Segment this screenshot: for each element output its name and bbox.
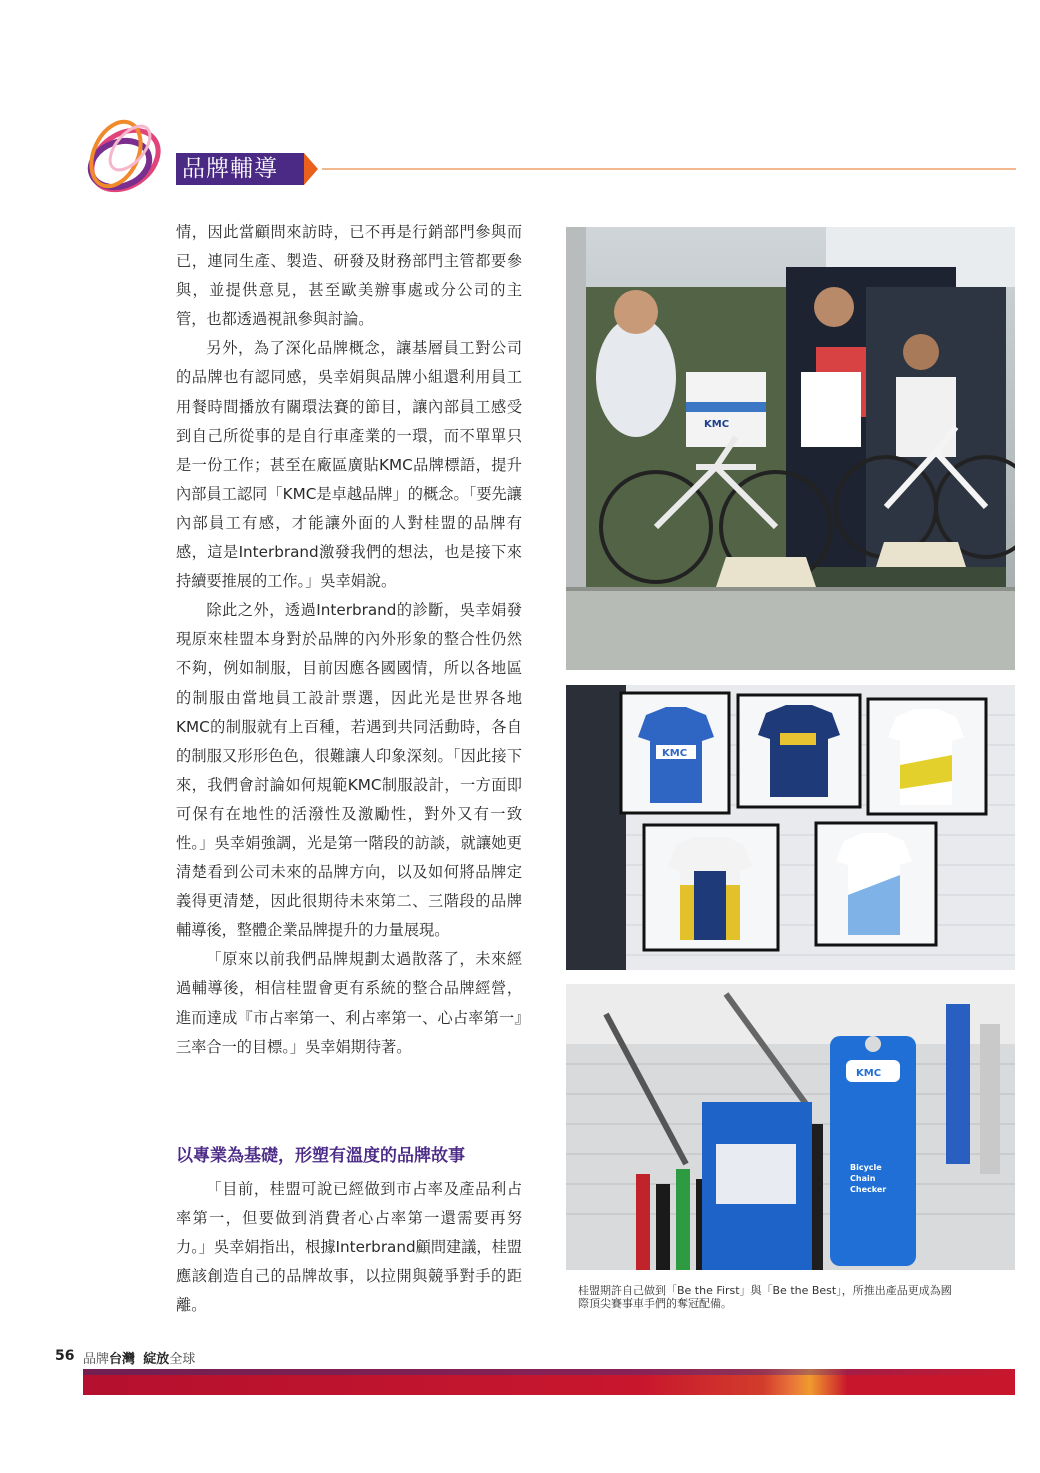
footer-title-part: 綻放	[143, 1352, 170, 1367]
photo-framed-jerseys	[566, 685, 1015, 970]
footer-publication-title	[83, 1348, 195, 1367]
photo-3-label-line1: Bicycle	[850, 1163, 882, 1172]
article-body	[176, 218, 522, 1062]
paragraph: 除此之外，透過Interbrand的診斷，吳幸娟發現原來桂盟本身對於品牌的內外形象的整合性仍然不夠，例如制服，目前因應各國國情，所以各地區的制服由當地員工設計票選，因此光是世界各地KMC的制服就有上百種，若遇到共同活動時，各自的制服又形形色色，很難讓人印象深刻。「因此接下來，我們會討論如何規範KMC制服設計，一方面即可保有在地性的活潑性及激勵性，對外又有一致性。」吳幸娟強調，光是第一階段的訪談，就讓她更清楚看到公司未來的品牌方向，以及如何將品牌定義得更清楚，因此很期待未來第二、三階段的品牌輔導後，整體企業品牌提升的力量展現。	[176, 601, 522, 940]
paragraph: 「原來以前我們品牌規劃太過散落了，未來經過輔導後，相信桂盟會更有系統的整合品牌經營，進而達成『市占率第一、利占率第一、心占率第一』三率合一的目標。」吳幸娟期待著。	[176, 950, 522, 1056]
paragraph: 情，因此當顧問來訪時，已不再是行銷部門參與而已，連同生產、製造、研發及財務部門主管都要參與，並提供意見，甚至歐美辦事處或分公司的主管，也都透過視訊參與討論。	[176, 223, 522, 329]
photo-shop-window-bikes	[566, 227, 1015, 670]
footer-color-bar	[83, 1369, 1015, 1395]
paragraph: 另外，為了深化品牌概念，讓基層員工對公司的品牌也有認同感，吳幸娟與品牌小組還利用員工用餐時間播放有關環法賽的節目，讓內部員工感受到自己所從事的是自行車產業的一環，而不單單只是一份工作；甚至在廠區廣貼KMC品牌標語，提升內部員工認同「KMC是卓越品牌」的概念。「要先讓內部員工有感，才能讓外面的人對桂盟的品牌有感，這是Interbrand激發我們的想法，也是接下來持續要推展的工作。」吳幸娟說。	[176, 339, 522, 591]
photo-1-label: KMC	[704, 419, 730, 430]
photo-3-label-line3: Checker	[850, 1185, 887, 1194]
footer-title-part: 全球	[169, 1352, 196, 1367]
footer-title-part: 台灣	[109, 1352, 136, 1367]
brand-swirl-logo	[70, 108, 170, 200]
header-rule	[322, 168, 1016, 170]
footer-title-part: 品牌	[83, 1352, 110, 1367]
photo-3-label-kmc: KMC	[856, 1068, 882, 1079]
photo-3-label-line2: Chain	[850, 1174, 876, 1183]
photo-caption: 桂盟期許自己做到「Be the First」與「Be the Best」，所推出產品更成為國際頂尖賽事車手們的奪冠配備。	[578, 1284, 952, 1310]
photo-2-label: KMC	[662, 748, 688, 759]
article-body-2	[176, 1175, 522, 1320]
page-number: 56	[55, 1348, 75, 1364]
section-title-tag	[176, 153, 304, 185]
photo-chain-checker-tools	[566, 984, 1015, 1270]
section-title: 品牌輔導	[182, 156, 278, 182]
section-subheading: 以專業為基礎，形塑有溫度的品牌故事	[176, 1146, 465, 1166]
paragraph: 「目前，桂盟可說已經做到市占率及產品利占率第一，但要做到消費者心占率第一還需要再努力。」吳幸娟指出，根據Interbrand顧問建議，桂盟應該創造自己的品牌故事，以拉開與競爭對手的距離。	[176, 1180, 522, 1315]
